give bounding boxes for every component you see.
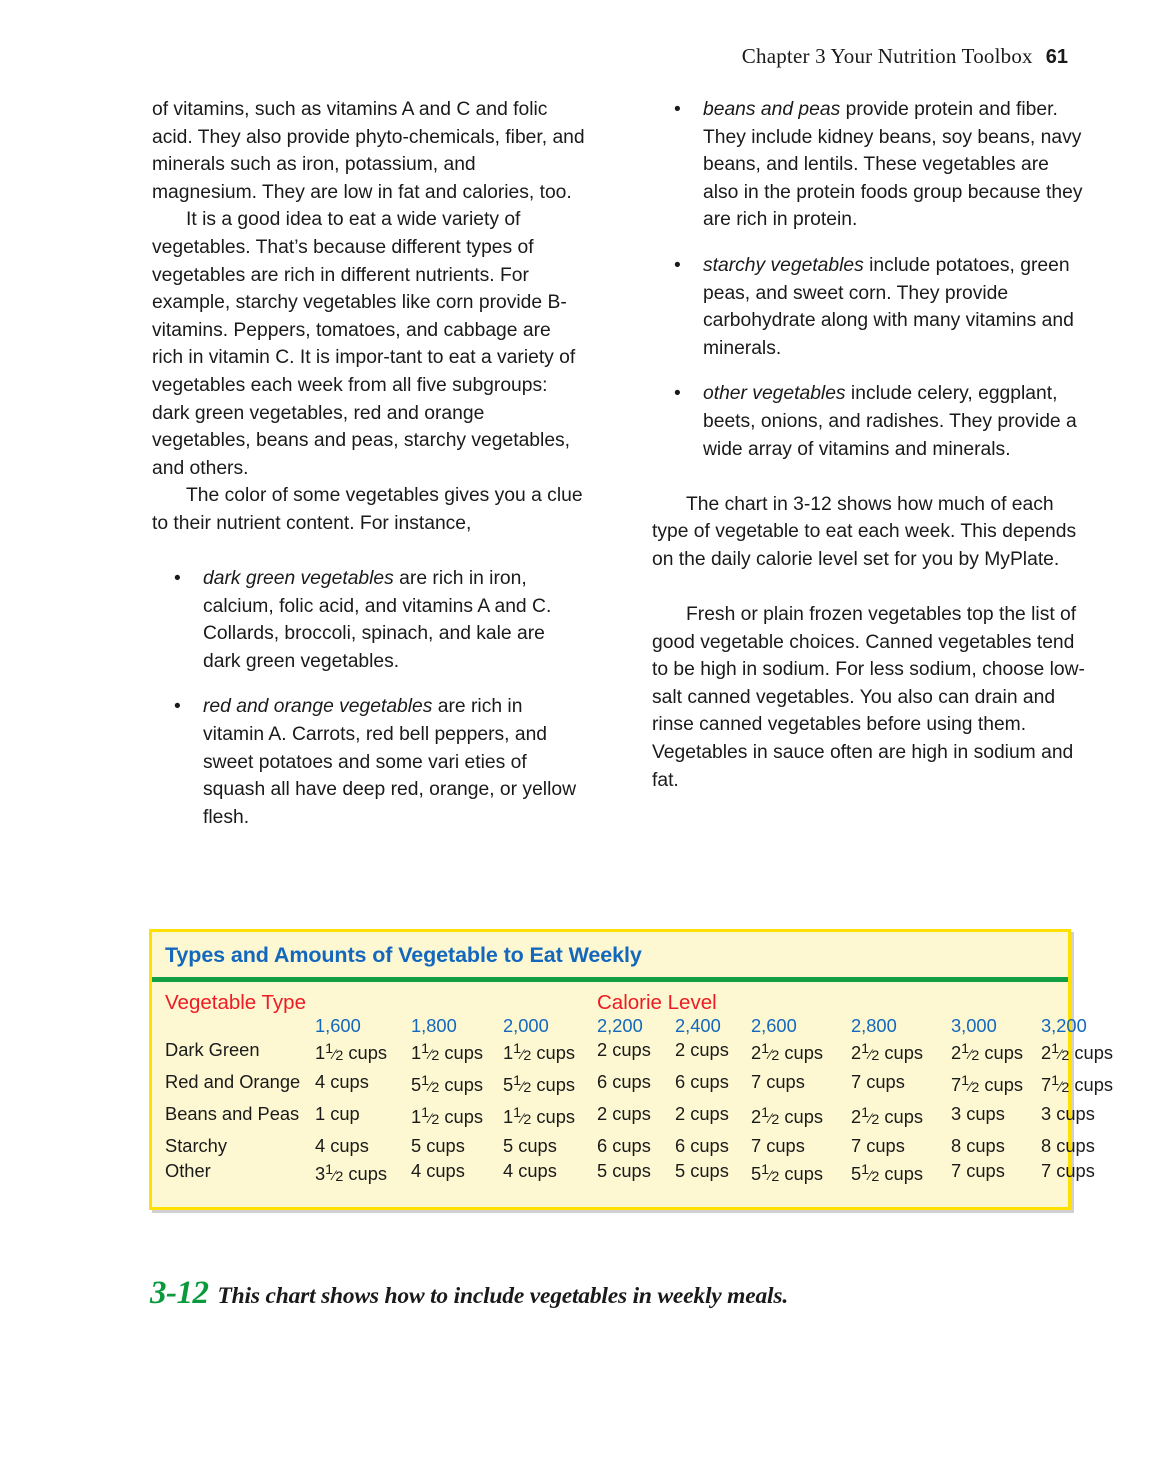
table-cell: $2^1⁄_2$ cups	[851, 1105, 924, 1129]
table-cell: 7 cups	[851, 1071, 905, 1093]
table-cell: $1^1⁄_2$ cups	[315, 1041, 388, 1065]
table-cell: $7^1⁄_2$ cups	[1041, 1073, 1114, 1097]
calorie-level: 3,000	[951, 1015, 997, 1036]
list-item-emphasis: red and orange vegetables	[203, 696, 433, 718]
list-item-text: are rich in vitamin A. Carrots, red bell peppers, and sweet potatoes and some vari eties of squash all have deep red, orange, or yellow flesh.	[203, 696, 577, 828]
table-cell: 6 cups	[597, 1071, 651, 1093]
list-item-emphasis: dark green vegetables	[203, 568, 394, 590]
figure-3-12-table	[149, 929, 1114, 1210]
table-cell: 6 cups	[675, 1071, 729, 1093]
figure-title: Types and Amounts of Vegetable to Eat Weekly	[165, 943, 642, 967]
table-cell: 2 cups	[675, 1103, 729, 1125]
paragraph: Fresh or plain frozen vegetables top the list of good vegetable choices. Canned vegetables tend to be high in sodium. For less sodium, choose low-salt canned vegetables. You also can drain and rinse canned vegetables before using them. Vegetables in sauce often are high in sodium and fat.	[652, 604, 1085, 791]
list-item-text: include celery, eggplant, beets, onions, and radishes. They provide a wide array of vitamins and minerals.	[703, 383, 1077, 460]
bullet-icon: •	[174, 696, 181, 718]
table-cell: $5^1⁄_2$ cups	[411, 1073, 484, 1097]
table-cell: 5 cups	[675, 1160, 729, 1182]
table-header-row	[165, 991, 1131, 1015]
table-body	[165, 1037, 1131, 1191]
table-cell: 4 cups	[315, 1071, 369, 1093]
table-cell: 6 cups	[675, 1135, 729, 1157]
spacer	[152, 538, 586, 566]
spacer	[652, 574, 1086, 602]
calorie-level: 2,000	[503, 1015, 549, 1036]
calorie-level: 1,600	[315, 1015, 361, 1036]
row-label: Beans and Peas	[165, 1103, 300, 1125]
table-row	[165, 1101, 1131, 1133]
table-cell: 3 cups	[951, 1103, 1005, 1125]
bullet-list	[652, 96, 1086, 463]
row-label: Dark Green	[165, 1039, 260, 1060]
calorie-level: 2,200	[597, 1015, 643, 1036]
list-item	[652, 96, 1086, 234]
table-cell: 2 cups	[597, 1103, 651, 1125]
vegetable-amounts-table	[165, 991, 1131, 1191]
table-cell: 4 cups	[411, 1160, 465, 1182]
column-group-header: Calorie Level	[597, 991, 717, 1014]
row-header-label: Vegetable Type	[165, 991, 306, 1014]
table-cell: $3^1⁄_2$ cups	[315, 1162, 388, 1186]
table-cell: 7 cups	[851, 1135, 905, 1157]
table-cell: $7^1⁄_2$ cups	[951, 1073, 1024, 1097]
table-cell: $1^1⁄_2$ cups	[503, 1105, 576, 1129]
table-cell: $5^1⁄_2$ cups	[751, 1162, 824, 1186]
bullet-icon: •	[674, 383, 681, 405]
table-cell: 7 cups	[751, 1135, 805, 1157]
row-label: Starchy	[165, 1135, 227, 1157]
list-item-text: provide protein and fiber. They include kidney beans, soy beans, navy beans, and lentils. These vegetables are also in the protein foods group because they are rich in protein.	[703, 99, 1083, 231]
table-cell: 7 cups	[1041, 1160, 1095, 1182]
paragraph: of vitamins, such as vitamins A and C and folic acid. They also provide phyto-chemicals, fiber, and minerals such as iron, potassium, and magnesium. They are low in fat and calories, too.	[152, 99, 585, 203]
bullet-list	[152, 565, 586, 831]
table-cell: $2^1⁄_2$ cups	[751, 1105, 824, 1129]
paragraph: The color of some vegetables gives you a clue to their nutrient content. For instance,	[152, 485, 583, 534]
table-cell: 3 cups	[1041, 1103, 1095, 1125]
table-cell: $5^1⁄_2$ cups	[503, 1073, 576, 1097]
table-row	[165, 1069, 1131, 1101]
figure-caption-text: This chart shows how to include vegetables in weekly meals.	[217, 1283, 788, 1309]
list-item-emphasis: other vegetables	[703, 383, 846, 405]
bullet-icon: •	[674, 99, 681, 120]
table-cell: 8 cups	[951, 1135, 1005, 1157]
list-item	[652, 252, 1086, 362]
table-cell: $2^1⁄_2$ cups	[851, 1041, 924, 1065]
table-cell: 5 cups	[597, 1160, 651, 1182]
paragraph: It is a good idea to eat a wide variety of vegetables. That’s because different types of vegetables are rich in different nutrients. For example, starchy vegetables like corn provide B-vitamins. Peppers, tomatoes, and cabbage are rich in vitamin C. It is impor-tant to eat a variety of vegetables each week from all five subgroups: dark green vegetables, red and orange vegetables, beans and peas, starchy vegetables, and others.	[152, 209, 576, 479]
list-item-emphasis: beans and peas	[703, 99, 841, 120]
table-cell: 2 cups	[597, 1039, 651, 1060]
table-cell: 4 cups	[503, 1160, 557, 1182]
list-item	[152, 565, 586, 675]
left-column	[152, 96, 586, 831]
bullet-icon: •	[674, 254, 681, 276]
table-cell: 7 cups	[951, 1160, 1005, 1182]
spacer	[652, 463, 1086, 491]
list-item	[152, 693, 586, 831]
calorie-level: 2,800	[851, 1015, 897, 1036]
row-label: Red and Orange	[165, 1071, 301, 1093]
table-row	[165, 1037, 1131, 1069]
page-number: 61	[1045, 46, 1068, 68]
list-item-text: are rich in iron, calcium, folic acid, and vitamins A and C. Collards, broccoli, spinach, and kale are dark green vegetables.	[203, 568, 552, 672]
table-row	[165, 1158, 1131, 1190]
table-cell: 7 cups	[751, 1071, 805, 1093]
chapter-title: Chapter 3 Your Nutrition Toolbox	[741, 44, 1033, 68]
figure-body	[152, 982, 1114, 1207]
list-item-text: include potatoes, green peas, and sweet corn. They provide carbohydrate along with many vitamins and minerals.	[703, 254, 1074, 359]
table-row	[165, 1133, 1131, 1158]
table-cell: $2^1⁄_2$ cups	[951, 1041, 1024, 1065]
running-head	[742, 44, 1068, 69]
figure-caption	[150, 1275, 788, 1312]
calorie-level-row	[165, 1015, 1131, 1037]
list-item	[652, 380, 1086, 463]
body-columns	[152, 96, 1086, 831]
table-cell: $1^1⁄_2$ cups	[411, 1041, 484, 1065]
table-cell: $5^1⁄_2$ cups	[851, 1162, 924, 1186]
empty-cell	[165, 1015, 315, 1037]
list-item-emphasis: starchy vegetables	[703, 254, 864, 276]
calorie-level: 2,400	[675, 1015, 721, 1036]
table-cell: 1 cup	[315, 1103, 360, 1125]
table-cell: 2 cups	[675, 1039, 729, 1060]
calorie-level: 2,600	[751, 1015, 797, 1036]
row-label: Other	[165, 1160, 211, 1182]
paragraph: The chart in 3-12 shows how much of each type of vegetable to eat each week. This depends on the daily calorie level set for you by MyPlate.	[652, 493, 1077, 570]
table-cell: 4 cups	[315, 1135, 369, 1157]
table-cell: 5 cups	[503, 1135, 557, 1157]
table-cell: $2^1⁄_2$ cups	[751, 1041, 824, 1065]
right-column	[652, 96, 1086, 831]
table-cell: $2^1⁄_2$ cups	[1041, 1041, 1114, 1065]
bullet-icon: •	[174, 568, 181, 590]
table-cell: 8 cups	[1041, 1135, 1095, 1157]
table-cell: 5 cups	[411, 1135, 465, 1157]
calorie-level: 3,200	[1041, 1015, 1087, 1036]
table-cell: $1^1⁄_2$ cups	[411, 1105, 484, 1129]
table-cell: $1^1⁄_2$ cups	[503, 1041, 576, 1065]
table-cell: 6 cups	[597, 1135, 651, 1157]
figure-number: 3-12	[150, 1275, 209, 1311]
calorie-level: 1,800	[411, 1015, 457, 1036]
